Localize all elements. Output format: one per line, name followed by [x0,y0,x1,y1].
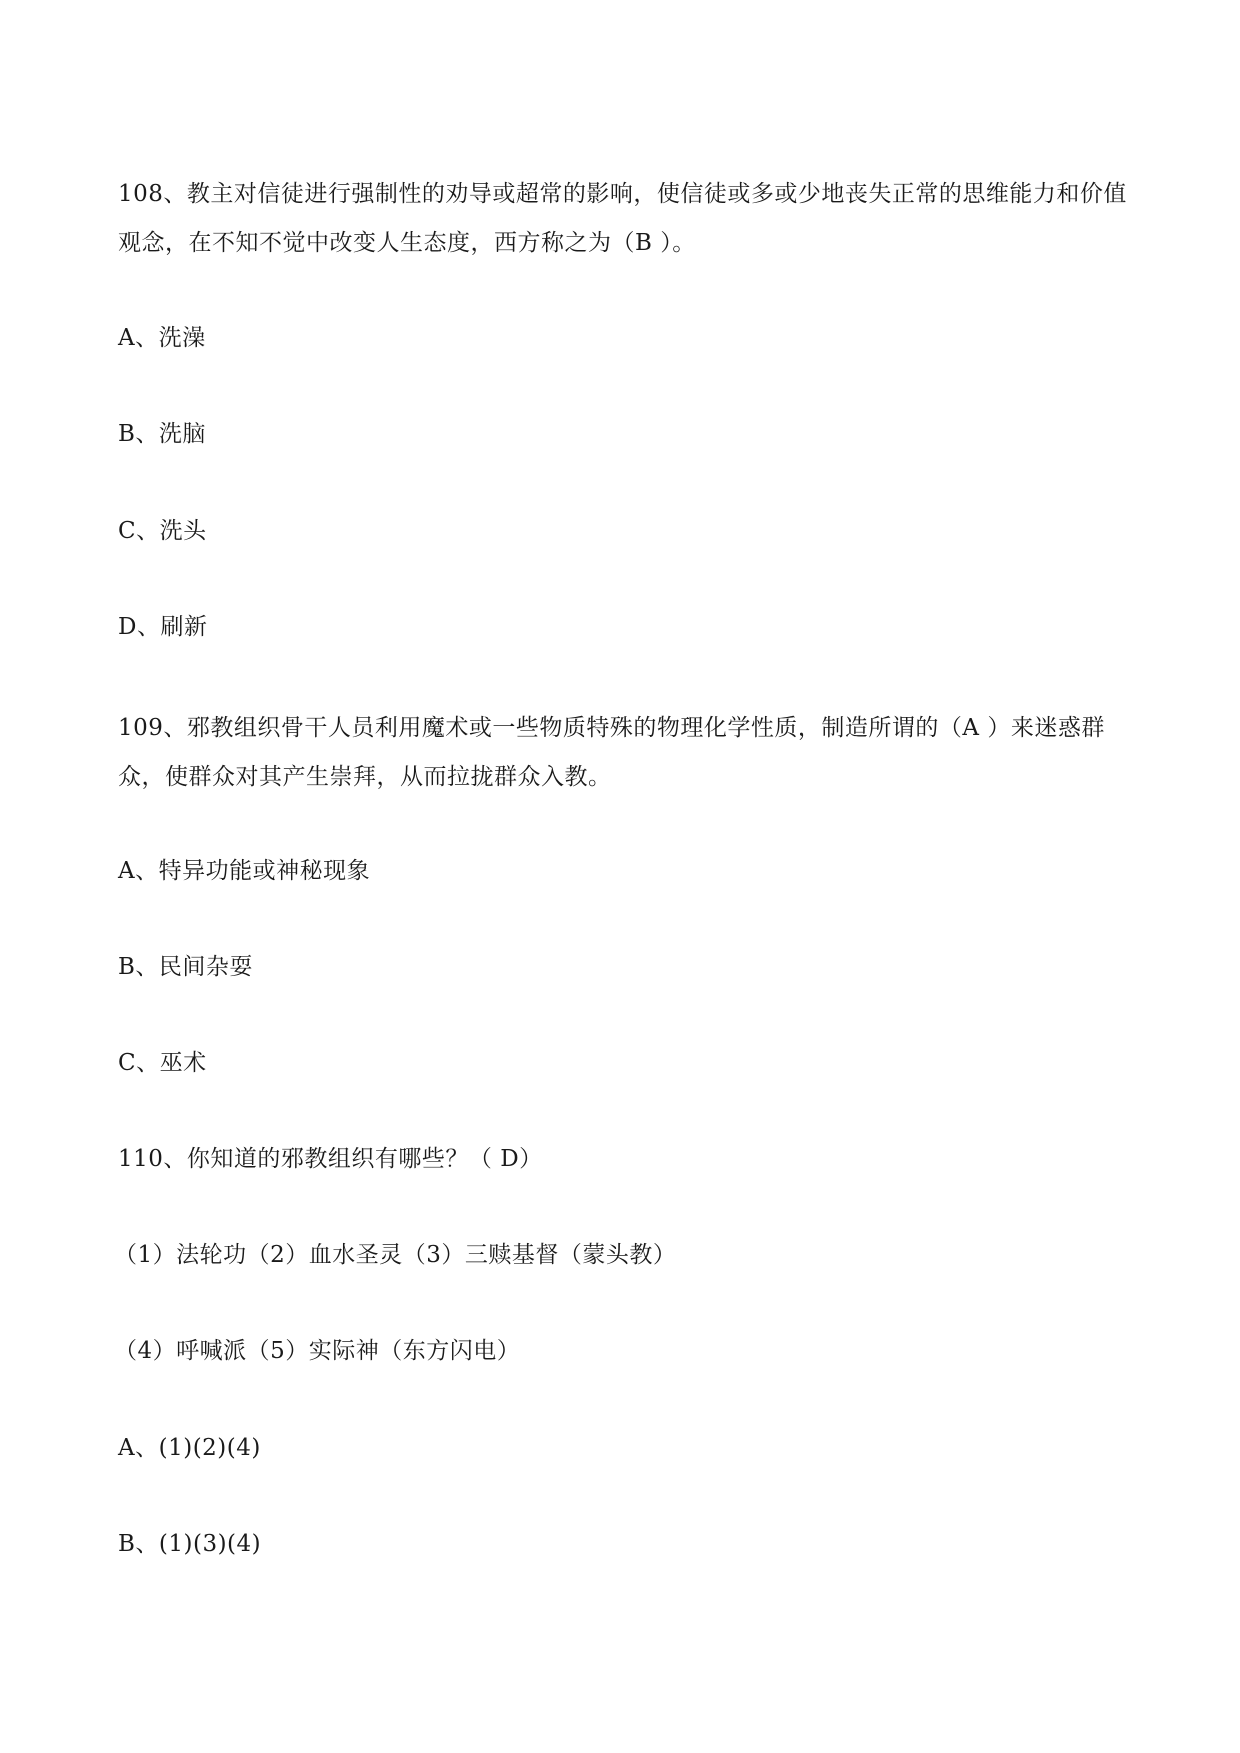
question-108-text: 108、教主对信徒进行强制性的劝导或超常的影响，使信徒或多或少地丧失正常的思维能力和价值观念，在不知不觉中改变人生态度，西方称之为（B ）。 [118,181,1127,256]
question-108-option-d: D、刷新 [118,614,208,640]
question-110-item-line-2: （4）呼喊派（5）实际神（东方闪电） [114,1338,521,1364]
question-108-option-c: C、洗头 [118,518,207,544]
question-109-text: 109、邪教组织骨干人员利用魔术或一些物质特殊的物理化学性质，制造所谓的（A ）来迷惑群众，使群众对其产生崇拜，从而拉拢群众入教。 [118,715,1105,790]
question-108-option-b: B、洗脑 [118,421,206,447]
question-110-option-a: A、(1)(2)(4) [118,1435,261,1461]
question-110-item-line-1: （1）法轮功（2）血水圣灵（3）三赎基督（蒙头教） [114,1242,677,1268]
question-110-text: 110、你知道的邪教组织有哪些？（ D） [118,1146,543,1172]
question-110-option-b: B、(1)(3)(4) [118,1531,262,1557]
question-108-option-a: A、洗澡 [118,325,206,351]
question-109-option-c: C、巫术 [118,1050,207,1076]
question-109-option-b: B、民间杂耍 [118,954,253,980]
question-109-option-a: A、特异功能或神秘现象 [118,858,371,884]
